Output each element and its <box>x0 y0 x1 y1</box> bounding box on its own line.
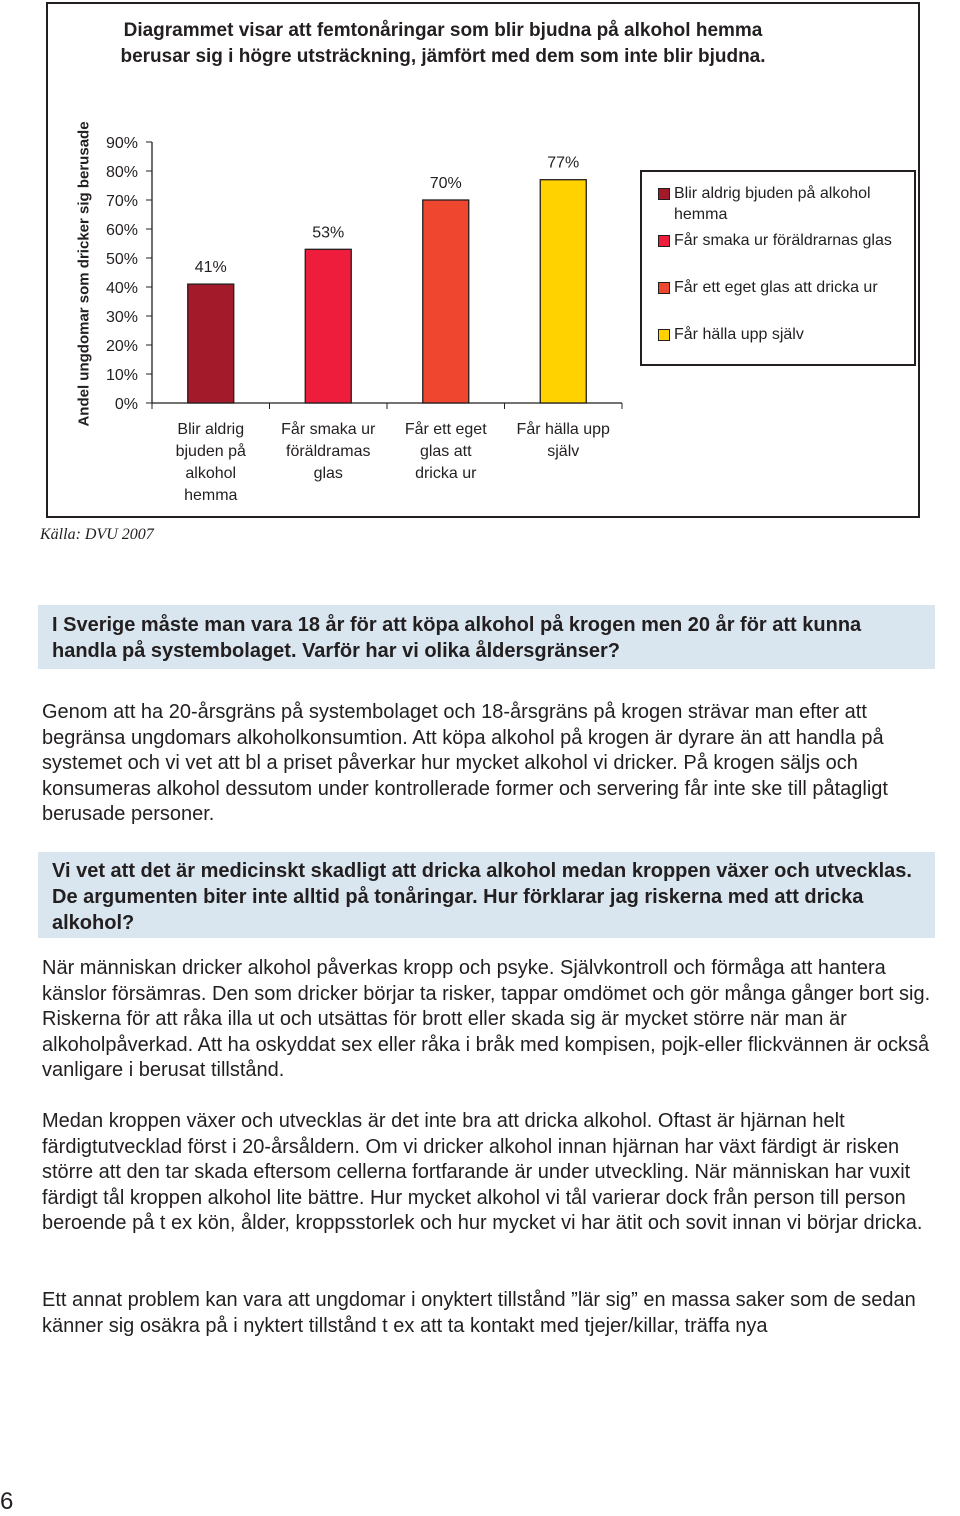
question-1: I Sverige måste man vara 18 år för att köpa alkohol på krogen men 20 år för att kunna handla på systembolaget. Varför har vi olika åldersgränser? <box>52 614 862 662</box>
x-category-label: glas <box>313 465 343 482</box>
page-number: 6 <box>0 1488 14 1515</box>
chart-legend <box>640 170 916 366</box>
x-category-label: Får hälla upp <box>516 421 610 438</box>
question-box-1 <box>38 605 935 669</box>
bar-2 <box>305 249 351 403</box>
paragraph-3: Medan kroppen växer och utvecklas är det inte bra att dricka alkohol. Oftast är hjärnan helt färdigtutvecklad först i 20-årsåldern. Om vi dricker alkohol innan hjärnan har växt färdigt är risken större att den tar skada eftersom cellerna fortfarande är under utveckling. När människan har vuxit färdigt tål kroppen alkohol lite bättre. Hur mycket alkohol vi tål varierar dock från person till person beroende på t ex kön, ålder, kroppsstorlek och hur mycket vi har ätit och sovit innan vi börjar dricka. <box>42 1110 923 1234</box>
bar-value-label: 70% <box>429 175 462 192</box>
y-tick-label: 60% <box>105 222 138 239</box>
y-tick-label: 10% <box>105 367 138 384</box>
bar-value-label: 53% <box>312 224 345 242</box>
legend-label-1-line-2: hemma <box>674 206 728 223</box>
paragraph-2: När människan dricker alkohol påverkas kropp och psyke. Självkontroll och förmåga att hantera känslor försämras. Den som dricker börjar ta risker, tappar omdömet och gör många gånger bort sig. Riskerna för att råka illa ut och utsättas för brott eller skada sig är mycket större när man är alkoholpåverkad. Att ha oskyddat sex eller råka i bråk med kompisen, pojk-eller flickvännen är också vanligare i berusat tillstånd. <box>42 957 931 1081</box>
legend-swatch-1 <box>658 188 670 200</box>
y-axis-label: Andel ungdomar som dricker sig berusade <box>75 121 93 427</box>
paragraph-1: Genom att ha 20-årsgräns på systembolaget och 18-årsgräns på krogen strävar man efter att begränsa ungdomars alkoholkonsumtion. Att köpa alkohol på krogen är dyrare än att handla på systemet och vi vet att bl a priset påverkar hur mycket alkohol vi dricker. På krogen säljs och konsumeras alkohol dessutom under kontrollerade former och servering får inte ske till påtagligt berusade personer. <box>42 701 888 825</box>
bar-1 <box>188 284 234 403</box>
bar-value-label: 77% <box>547 154 580 172</box>
paragraph-4: Ett annat problem kan vara att ungdomar i onyktert tillstånd ”lär sig” en massa saker som de sedan känner sig osäkra på i nyktert tillstånd t ex att ta kontakt med tjejer/killar, träffa nya <box>42 1289 916 1337</box>
y-tick-label: 70% <box>105 193 138 210</box>
question-box-2 <box>38 852 935 938</box>
y-tick-label: 0% <box>114 396 138 413</box>
chart-source: Källa: DVU 2007 <box>40 526 154 543</box>
x-category-label: Får smaka ur <box>281 421 376 438</box>
legend-label-2: Får smaka ur föräldrarnas glas <box>674 232 892 249</box>
legend-item-3 <box>654 277 924 298</box>
x-category-label: dricka ur <box>415 465 477 482</box>
chart-title: Diagrammet visar att femtonåringar som blir bjudna på alkohol hemma berusar sig i högre utsträckning, jämfört med dem som inte blir bjudna. <box>120 20 766 67</box>
x-category-label: glas att <box>419 443 472 460</box>
bar-4 <box>540 180 586 403</box>
y-tick-label: 80% <box>105 164 138 181</box>
y-tick-label: 90% <box>105 135 138 152</box>
y-tick-label: 20% <box>105 338 138 355</box>
question-2: Vi vet att det är medicinskt skadligt att dricka alkohol medan kroppen växer och utvecklas. De argumenten biter inte alltid på tonåringar. Hur förklarar jag riskerna med att dricka alkohol? <box>52 860 912 934</box>
y-tick-label: 40% <box>105 280 138 297</box>
legend-item-2 <box>654 230 924 251</box>
y-tick-label: 50% <box>105 251 138 268</box>
x-category-label: bjuden på <box>175 443 246 460</box>
legend-swatch-3 <box>658 282 670 294</box>
y-tick-label: 30% <box>105 309 138 326</box>
x-category-label: föräldramas <box>286 443 371 460</box>
legend-swatch-4 <box>658 329 670 341</box>
x-category-label: hemma <box>184 487 238 504</box>
legend-label-4: Får hälla upp själv <box>674 326 804 343</box>
legend-item-1 <box>654 183 924 225</box>
x-category-label: själv <box>547 443 580 460</box>
x-category-label: Får ett eget <box>404 421 487 438</box>
x-category-label: alkohol <box>185 465 237 482</box>
bar-3 <box>423 200 469 403</box>
x-category-label: Blir aldrig <box>177 421 245 438</box>
legend-label-3: Får ett eget glas att dricka ur <box>674 279 878 296</box>
legend-item-4 <box>654 324 924 345</box>
legend-label-1-line-1: Blir aldrig bjuden på alkohol <box>674 185 871 202</box>
legend-swatch-2 <box>658 235 670 247</box>
bar-value-label: 41% <box>194 259 227 277</box>
